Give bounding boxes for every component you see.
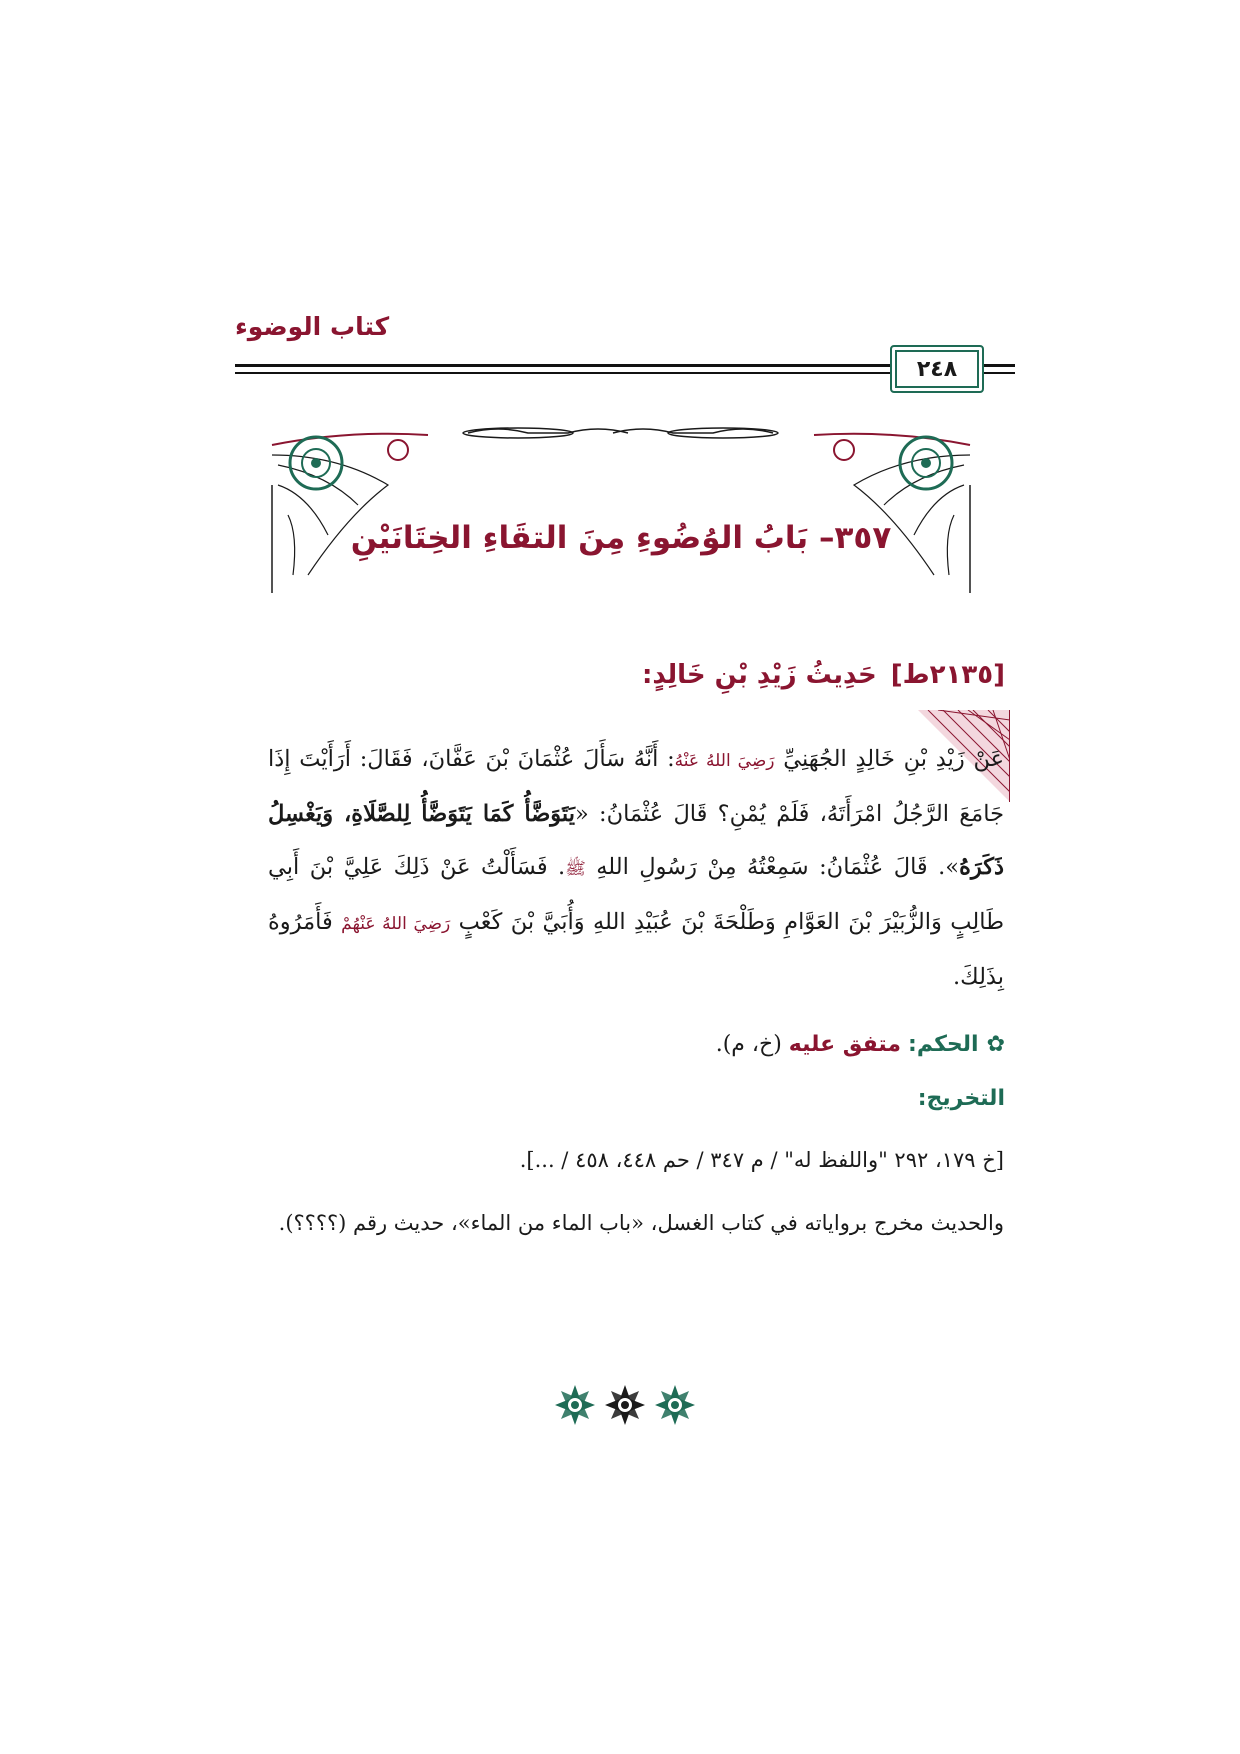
running-header-title: كتاب الوضوء: [235, 312, 390, 341]
rosette-icon: [555, 1385, 595, 1425]
ruling-label: الحكم:: [908, 1032, 979, 1057]
section-end-ornament: [555, 1385, 695, 1429]
chapter-title: ٣٥٧– بَابُ الوُضُوءِ مِنَ التقَاءِ الخِتَانَيْنِ: [350, 520, 892, 556]
rosette-icon: [655, 1385, 695, 1425]
hadith-text: فَأَمَرُوهُ بِذَلِكَ.: [268, 909, 1004, 990]
ruling-line: [500, 1032, 1005, 1057]
hadith-number: [٢١٣٥ط]: [890, 660, 1005, 690]
honorific-glyph: ﷺ: [565, 859, 586, 879]
takhrij-note: والحديث مخرج برواياته في كتاب الغسل، «باب الماء من الماء»، حديث رقم (؟؟؟؟).: [278, 1211, 1004, 1235]
takhrij-references: [خ ١٧٩، ٢٩٢ "واللفظ له" / م ٣٤٧ / حم ٤٤٨، ٤٥٨ / ...].: [519, 1148, 1004, 1172]
hadith-text: : أَنَّهُ سَأَلَ عُثْمَانَ بْنَ عَفَّانَ، فَقَالَ: أَرَأَيْتَ إِذَا جَامَعَ الرَّجُلُ امْرَأَتَهُ، فَلَمْ يُمْنِ؟ قَالَ عُثْمَانُ: «: [268, 746, 1004, 827]
hadith-body: [268, 733, 1004, 1004]
rosette-icon: [605, 1385, 645, 1425]
prophetic-quote: يَتَوَضَّأُ كَمَا يَتَوَضَّأُ لِلصَّلَاةِ، وَيَغْسِلُ ذَكَرَهُ: [268, 801, 1004, 880]
takhrij-label: التخريج:: [917, 1086, 1005, 1111]
chapter-ornament-frame: [268, 425, 974, 595]
flower-bullet-icon: ✿: [986, 1032, 1005, 1057]
ruling-value: متفق عليه: [788, 1032, 902, 1057]
honorific-glyph: رَضِيَ اللهُ عَنْهُ: [674, 751, 775, 771]
page-number: ٢٤٨: [916, 356, 958, 382]
hadith-heading: [560, 660, 1005, 690]
hadith-text: ». قَالَ عُثْمَانُ: سَمِعْتُهُ مِنْ رَسُولِ اللهِ: [585, 854, 960, 880]
hadith-heading-text: حَدِيثُ زَيْدِ بْنِ خَالِدٍ:: [641, 660, 877, 690]
hadith-text: عَنْ زَيْدِ بْنِ خَالِدٍ الجُهَنِيِّ: [774, 746, 1004, 772]
ruling-sources: (خ، م).: [715, 1032, 782, 1057]
honorific-glyph: رَضِيَ اللهُ عَنْهُمْ: [341, 914, 451, 934]
hadith-text: . فَسَأَلْتُ عَنْ ذَلِكَ عَلِيَّ بْنَ أَبِي طَالِبٍ وَالزُّبَيْرَ بْنَ العَوَّامِ وَطَلْحَةَ بْنَ عُبَيْدِ اللهِ وَأُبَيَّ بْنَ كَعْبٍ: [268, 854, 1004, 935]
page-number-badge: [890, 345, 984, 393]
